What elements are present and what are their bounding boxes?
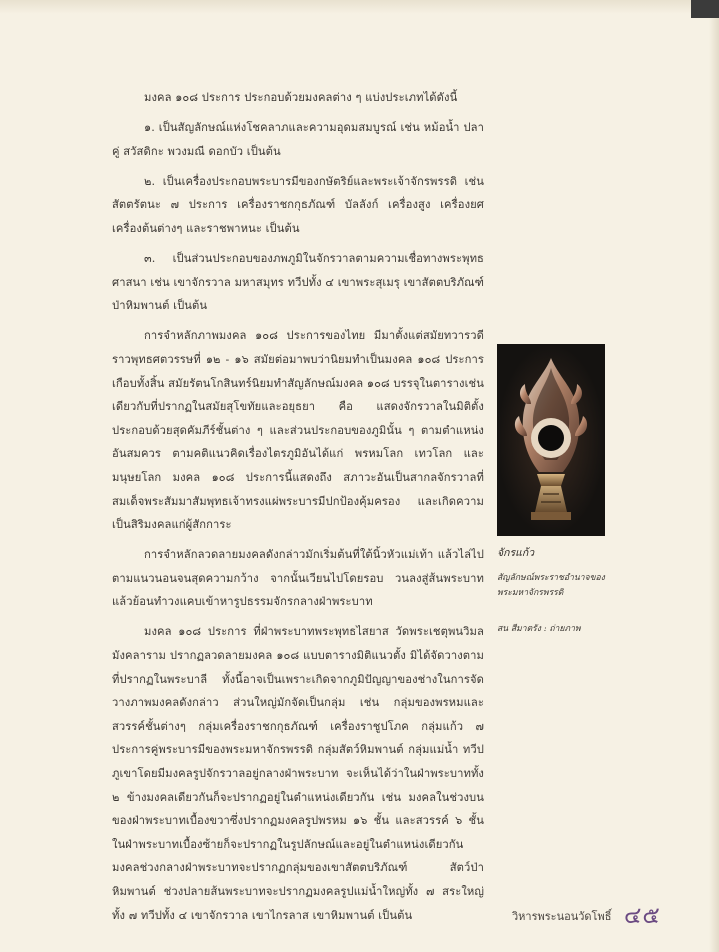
paragraph-wat-pho: มงคล ๑๐๘ ประการ ที่ฝ่าพระบาทพระพุทธไสยาส วัดพระเชตุพนวิมลมังคลาราม ปรากฏลวดลายมงคล ๑๐๘ แบบตารางมิติแนวตั้ง มิได้จัดวางตามที่ปรากฏในพระบาลี ทั้งนี้อาจเป็นเพราะเกิดจากภูมิปัญญาของช่างในการจัดวางภาพมงคลดังกล่าว ส่วนใหญ่มักจัดเป็นกลุ่ม เช่น กลุ่มของพรหมและสวรรค์ชั้นต่างๆ กลุ่มเครื่องราชกกุธภัณฑ์ เครื่องราชูปโภค กลุ่มแก้ว ๗ ประการคู่พระบารมีของพระมหาจักรพรรดิ กลุ่มสัตว์หิมพานต์ กลุ่มแม่น้ำ ทวีป ภูเขาโดยมีมงคลรูปจักรวาลอยู่กลางฝ่าพระบาท จะเห็นได้ว่าในฝ่าพระบาททั้ง ๒ ข้างมงคลเดียวกันก็จะปรากฏอยู่ในตำแหน่งเดียวกัน เช่น มงคลในช่วงบนของฝ่าพระบาทเบื้องขวาซึ่งปรากฏมงคลรูปพรหม ๑๖ ชั้น และสวรรค์ ๖ ชั้น ในฝ่าพระบาทเบื้องซ้ายก็จะปรากฏในรูปลักษณ์และอยู่ในตำแหน่งเดียวกัน มงคลช่วงกลางฝ่าพระบาทจะปรากฏกลุ่มของเขาสัตตบริภัณฑ์ สัตว์ป่าหิมพานต์ ช่วงปลายส้นพระบาทจะปรากฏมงคลรูปแม่น้ำใหญ่ทั้ง ๗ สระใหญ่ทั้ง ๗ ทวีปทั้ง ๔ เขาจักรวาล เขาไกรลาส เขาหิมพานต์ เป็นต้น [112, 625, 484, 922]
photo-credit: สน สีมาตรัง : ถ่ายภาพ [497, 624, 581, 634]
page-footer [512, 898, 702, 928]
paragraph-carving-order: การจำหลักลวดลายมงคลดังกล่าวมักเริ่มต้นที่ใต้นิ้วหัวแม่เท้า แล้วไล่ไปตามแนวนอนจนสุดความกว้าง จากนั้นเวียนไปโดยรอบ วนลงสู่ส้นพระบาท แล้วย้อนทำวงแคบเข้าหารูปธรรมจักรกลางฝ่าพระบาท [112, 548, 484, 609]
running-footer-title: วิหารพระนอนวัดโพธิ์ [512, 910, 612, 923]
main-text-column [112, 86, 484, 934]
photo-caption: สัญลักษณ์พระราชอำนาจของพระมหาจักรพรรดิ [497, 573, 605, 598]
paragraph-item-2: ๒. เป็นเครื่องประกอบพระบารมีของกษัตริย์และพระเจ้าจักรพรรดิ เช่น สัตตรัตนะ ๗ ประการ เครื่องราชกกุธภัณฑ์ บัลลังก์ เครื่องสูง เครื่องยศ เครื่องต้นต่างๆ และราชพาหนะ เป็นต้น [112, 174, 484, 235]
page-right-edge [709, 0, 719, 952]
paragraph-history: การจำหลักภาพมงคล ๑๐๘ ประการของไทย มีมาตั้งแต่สมัยทวารวดี ราวพุทธศตวรรษที่ ๑๒ - ๑๖ สมัยต่อมาพบว่านิยมทำเป็นมงคล ๑๐๘ ประการเกือบทั้งสิ้น สมัยรัตนโกสินทร์นิยมทำสัญลักษณ์มงคล ๑๐๘ บรรจุในตารางเช่นเดียวกับที่ปรากฏในสมัยสุโขทัยและอยุธยา คือ แสดงจักรวาลในมิติตั้งประกอบด้วยสุดคัมภีร์ชั้นต่าง ๆ และส่วนประกอบของภูมินั้น ๆ ตามตำแหน่งอันสมควร ตามคติแนวคิดเรื่องไตรภูมิอันได้แก่ พรหมโลก เทวโลก และมนุษยโลก มงคล ๑๐๘ ประการนี้แสดงถึง สภาวะอันเป็นสากลจักรวาลที่สมเด็จพระสัมมาสัมพุทธเจ้าทรงแผ่พระบารมีปกป้องคุ้มครอง และเกิดความเป็นสิริมงคลแก่ผู้สักการะ [112, 329, 484, 532]
photo-sidebar [497, 344, 605, 635]
photo-caption-title: จักรแก้ว [497, 547, 535, 559]
chakra-photo [497, 344, 605, 536]
paragraph-item-3: ๓. เป็นส่วนประกอบของภพภูมิในจักรวาลตามความเชื่อทางพระพุทธศาสนา เช่น เขาจักรวาล มหาสมุทร ทวีปทั้ง ๔ เขาพระสุเมรุ เขาสัตตบริภัณฑ์ ป่าหิมพานต์ เป็นต้น [112, 252, 484, 313]
corner-tab [691, 0, 719, 18]
page-top-edge [0, 0, 719, 14]
paragraph-intro: มงคล ๑๐๘ ประการ ประกอบด้วยมงคลต่าง ๆ แบ่งประเภทได้ดังนี้ [144, 91, 458, 104]
page-number: ๔๕ [624, 903, 661, 929]
paragraph-item-1: ๑. เป็นสัญลักษณ์แห่งโชคลาภและความอุดมสมบูรณ์ เช่น หม้อน้ำ ปลาคู่ สวัสดิกะ พวงมณี ดอกบัว เป็นต้น [112, 121, 484, 158]
chakra-ornament-image [497, 344, 605, 536]
